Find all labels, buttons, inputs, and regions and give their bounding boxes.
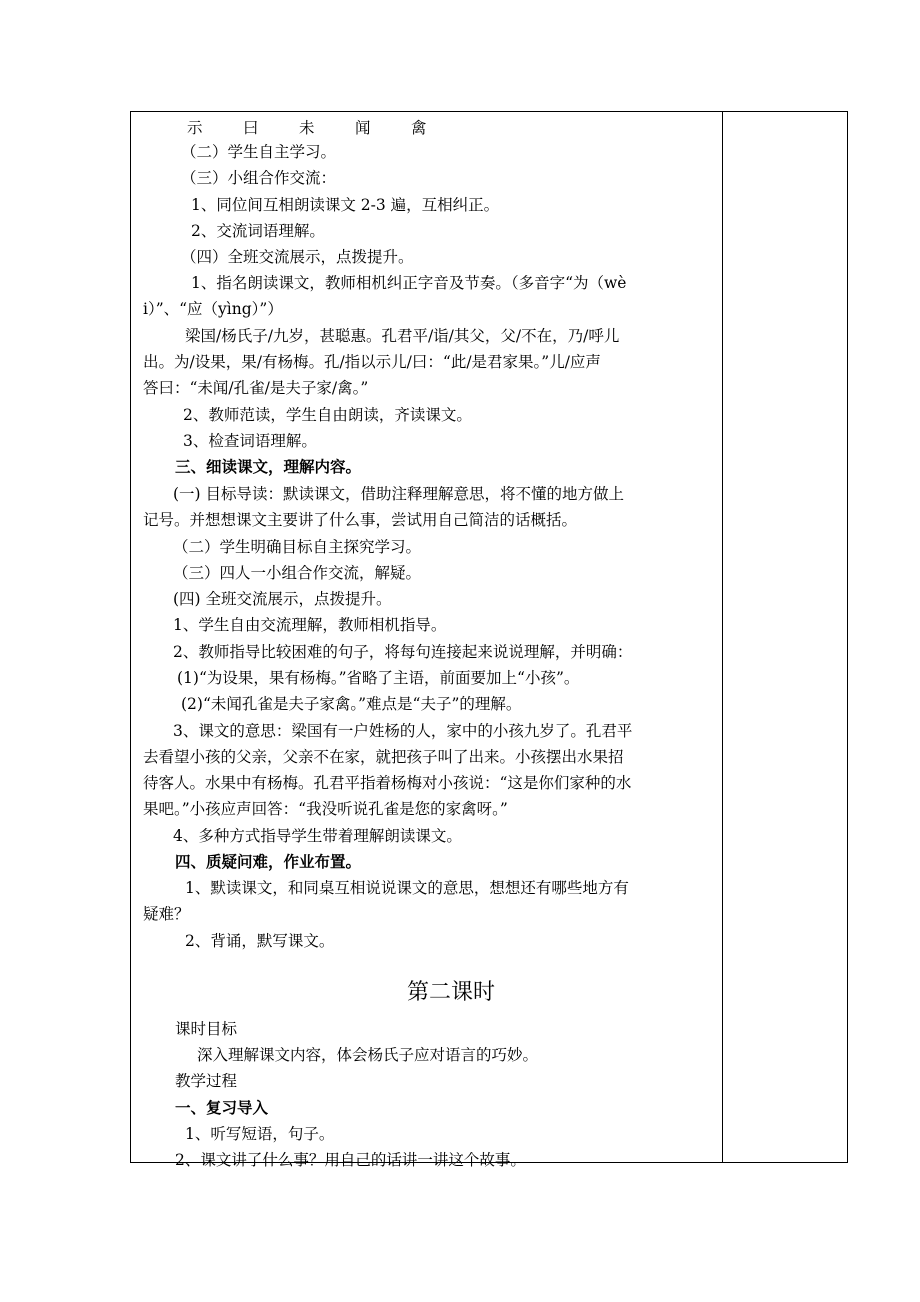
vocab-char: 曰 <box>243 119 259 137</box>
section-heading: 四、质疑问难，作业布置。 <box>175 852 362 871</box>
vocab-characters <box>187 117 467 139</box>
vocab-char: 未 <box>299 119 315 137</box>
text-line: 2、教师范读，学生自由朗读，齐读课文。 <box>183 406 472 424</box>
text-line: (2)“未闻孔雀是夫子家禽。”难点是“夫子”的理解。 <box>181 695 522 713</box>
text-line: 课时目标 <box>175 1020 238 1038</box>
vocab-char: 示 <box>187 119 203 137</box>
text-line: 深入理解课文内容，体会杨氏子应对语言的巧妙。 <box>197 1046 539 1064</box>
text-line: (一) 目标导读：默读课文，借助注释理解意思，将不懂的地方做上 <box>173 485 625 503</box>
text-line: （四）全班交流展示，点拨提升。 <box>181 248 414 266</box>
text-line: (1)“为设果，果有杨梅。”省略了主语，前面要加上“小孩”。 <box>177 669 580 687</box>
lesson-content <box>131 111 721 1169</box>
text-line: 1、同位间互相朗读课文 2-3 遍，互相纠正。 <box>191 196 500 214</box>
text-line: 记号。并想想课文主要讲了什么事，尝试用自己简洁的话概括。 <box>143 511 578 529</box>
text-line: （二）学生自主学习。 <box>181 143 337 161</box>
text-line: 1、指名朗读课文，教师相机纠正字音及节奏。（多音字“为（wè <box>191 274 627 292</box>
text-line: 4、多种方式指导学生带着理解朗读课文。 <box>173 827 462 845</box>
text-line: 梁国/杨氏子/九岁，甚聪惠。孔君平/诣/其父，父/不在，乃/呼儿 <box>185 327 620 345</box>
text-line: （二）学生明确目标自主探究学习。 <box>173 538 422 556</box>
text-line: （三）小组合作交流： <box>181 169 337 187</box>
text-line: （三）四人一小组合作交流，解疑。 <box>173 564 422 582</box>
section-title: 第二课时 <box>406 980 495 1005</box>
text-line: (四) 全班交流展示，点拨提升。 <box>173 590 392 608</box>
text-line: 2、背诵，默写课文。 <box>185 932 335 950</box>
text-line: 答曰：“未闻/孔雀/是夫子家/禽。” <box>143 379 369 397</box>
text-line: 3、课文的意思：梁国有一户姓杨的人，家中的小孩九岁了。孔君平 <box>173 722 633 740</box>
section-heading: 三、细读课文，理解内容。 <box>175 457 362 476</box>
text-line: i）”、“应（yìng）”） <box>143 300 283 318</box>
text-line: 3、检查词语理解。 <box>183 432 317 450</box>
section-heading: 一、复习导入 <box>175 1098 269 1117</box>
text-line: 1、学生自由交流理解，教师相机指导。 <box>173 616 447 634</box>
text-line: 2、课文讲了什么事？用自己的话讲一讲这个故事。 <box>175 1151 526 1169</box>
text-line: 1、听写短语，句子。 <box>185 1125 335 1143</box>
vocab-char: 闻 <box>355 119 371 137</box>
text-line: 教学过程 <box>175 1072 238 1090</box>
text-line: 待客人。水果中有杨梅。孔君平指着杨梅对小孩说：“这是你们家种的水 <box>143 774 632 792</box>
text-line: 2、交流词语理解。 <box>191 222 325 240</box>
text-line: 2、教师指导比较困难的句子，将每句连接起来说说理解，并明确： <box>173 643 633 661</box>
text-line: 疑难？ <box>143 905 190 923</box>
text-line: 去看望小孩的父亲，父亲不在家，就把孩子叫了出来。小孩摆出水果招 <box>143 748 624 766</box>
text-line: 1、默读课文，和同桌互相说说课文的意思，想想还有哪些地方有 <box>185 879 629 897</box>
text-line: 出。为/设果，果/有杨梅。孔/指以示儿/曰：“此/是君家果。”儿/应声 <box>143 353 601 371</box>
vocab-char: 禽 <box>411 119 427 137</box>
text-line: 果吧。”小孩应声回答：“我没听说孔雀是您的家禽呀。” <box>143 800 508 818</box>
